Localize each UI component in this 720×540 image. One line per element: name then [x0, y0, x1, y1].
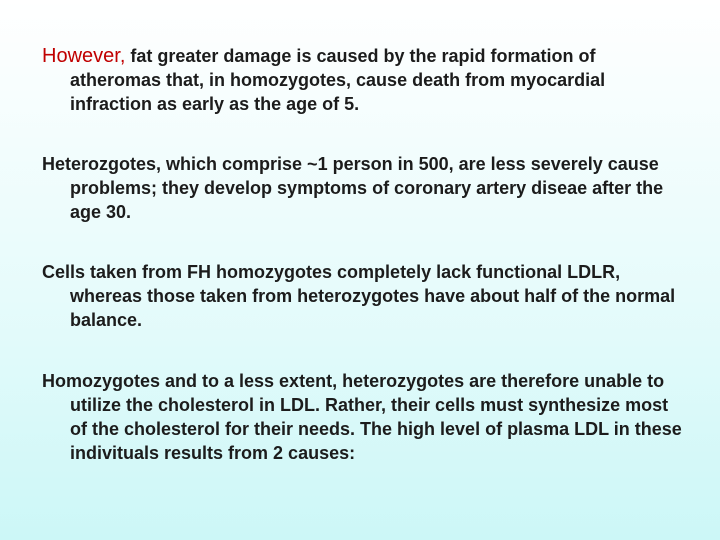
paragraph-1-text: fat greater damage is caused by the rapid formation of atheromas that, in homozygotes, cause death from myocardial infraction as early as the age of 5. — [70, 46, 606, 114]
paragraph-1-lead: However, — [42, 45, 126, 67]
paragraph-1 — [42, 44, 682, 116]
paragraph-2: Heterozgotes, which comprise ~1 person in 500, are less severely cause problems; they develop symptoms of coronary artery diseae after the age 30. — [42, 154, 664, 222]
paragraph-3: Cells taken from FH homozygotes completely lack functional LDLR, whereas those taken from heterozygotes have about half of the normal balance. — [42, 262, 676, 330]
slide-content — [42, 44, 682, 465]
paragraph-4: Homozygotes and to a less extent, heterozygotes are therefore unable to utilize the cholesterol in LDL. Rather, their cells must synthesize most of the cholesterol for their needs. The high level of plasma LDL in these indivituals results from 2 causes: — [42, 371, 682, 463]
